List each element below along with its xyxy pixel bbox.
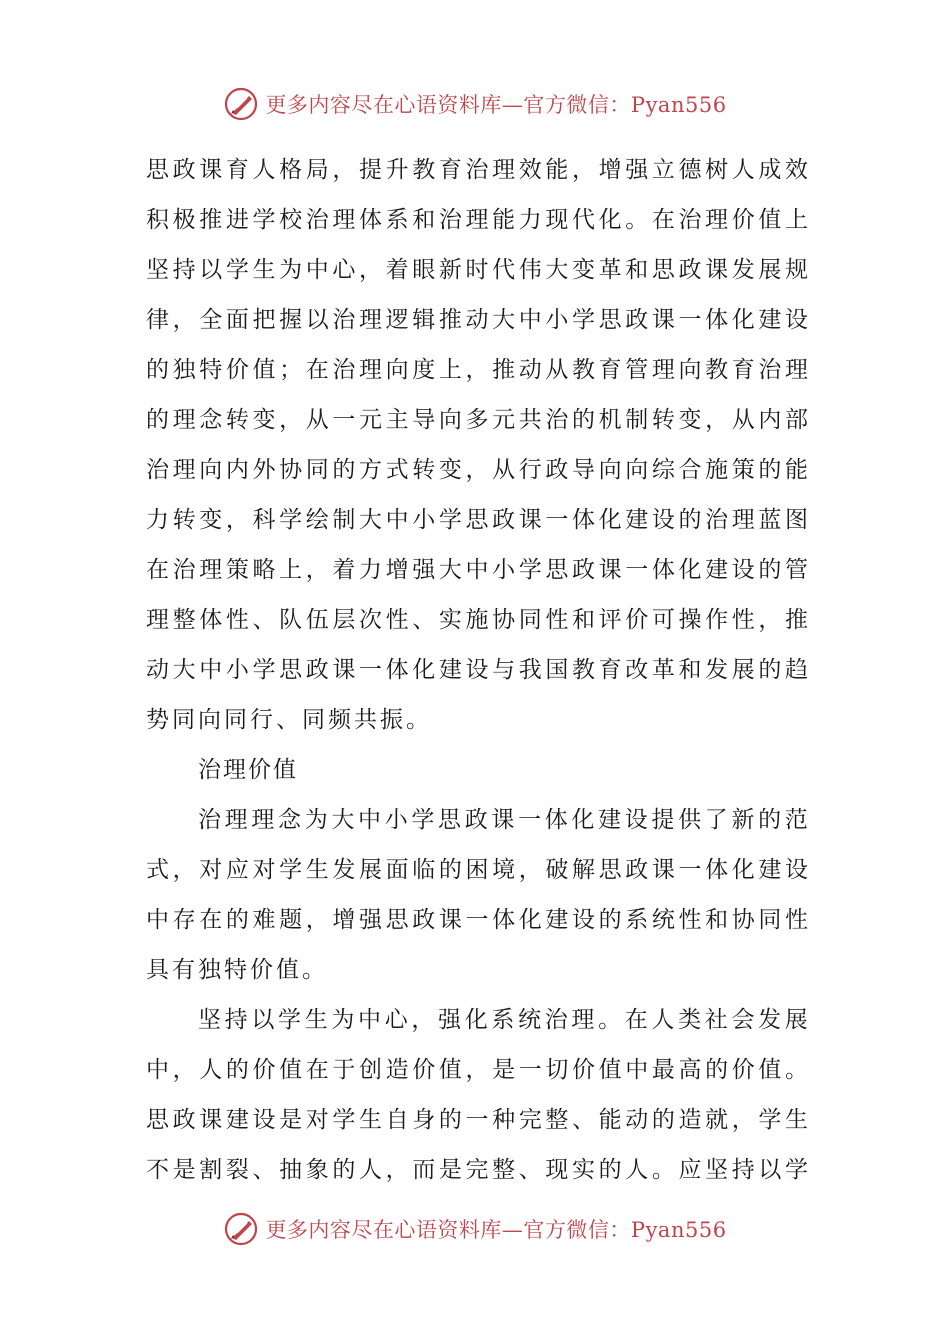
text-line: 式 ， 对 应 对 学 生 发 展 面 临 的 困 境 ， 破 解 思 政 课 一 体 化 建 设 — [146, 857, 808, 883]
text-line: 理 整 体 性 、 队 伍 层 次 性 、 实 施 协 同 性 和 评 价 可 操 作 性 ， 推 — [146, 607, 808, 633]
text-line: 律 ， 全 面 把 握 以 治 理 逻 辑 推 动 大 中 小 学 思 政 课 一 体 化 建 设 — [146, 307, 808, 333]
text-line: 坚 持 以 学 生 为 中 心 ， 着 眼 新 时 代 伟 大 变 革 和 思 政 课 发 展 规 — [146, 257, 808, 283]
text-line: 思 政 课 育 人 格 局 ， 提 升 教 育 治 理 效 能 ， 增 强 立 德 树 人 成 效 — [146, 157, 808, 183]
text-line: 动 大 中 小 学 思 政 课 一 体 化 建 设 与 我 国 教 育 改 革 和 发 展 的 趋 — [146, 657, 808, 683]
header-banner-text: 更多内容尽在心语资料库—官方微信：Pyan556 — [265, 93, 727, 117]
text-line: 的 理 念 转 变 ， 从 一 元 主 导 向 多 元 共 治 的 机 制 转 变 ， 从 内 部 — [146, 407, 808, 433]
quill-pen-logo-icon — [223, 1211, 259, 1247]
text-line: 积 极 推 进 学 校 治 理 体 系 和 治 理 能 力 现 代 化 。 在 治 理 价 值 上 — [146, 207, 808, 233]
text-line: 在 治 理 策 略 上 ， 着 力 增 强 大 中 小 学 思 政 课 一 体 化 建 设 的 管 — [146, 557, 808, 583]
text-line: 中 ， 人 的 价 值 在 于 创 造 价 值 ， 是 一 切 价 值 中 最 高 的 价 值 。 — [146, 1057, 808, 1083]
text-line: 治 理 向 内 外 协 同 的 方 式 转 变 ， 从 行 政 导 向 向 综 合 施 策 的 能 — [146, 457, 808, 483]
text-line: 具有独特价值。 — [146, 957, 328, 983]
header-banner — [0, 84, 950, 124]
text-line: 势同向同行、同频共振。 — [146, 707, 432, 733]
text-line: 中 存 在 的 难 题 ， 增 强 思 政 课 一 体 化 建 设 的 系 统 性 和 协 同 性 — [146, 907, 808, 933]
text-line: 坚 持 以 学 生 为 中 心 ， 强 化 系 统 治 理 。 在 人 类 社 会 发 展 — [198, 1007, 808, 1033]
section-heading: 治理价值 — [198, 757, 298, 783]
text-line: 思 政 课 建 设 是 对 学 生 自 身 的 一 种 完 整 、 能 动 的 造 就 ， 学 生 — [146, 1107, 808, 1133]
text-line: 不 是 割 裂 、 抽 象 的 人 ， 而 是 完 整 、 现 实 的 人 。 应 坚 持 以 学 — [146, 1157, 808, 1183]
text-line: 力 转 变 ， 科 学 绘 制 大 中 小 学 思 政 课 一 体 化 建 设 的 治 理 蓝 图 — [146, 507, 808, 533]
text-line: 的 独 特 价 值 ； 在 治 理 向 度 上 ， 推 动 从 教 育 管 理 向 教 育 治 理 — [146, 357, 808, 383]
text-line: 治 理 理 念 为 大 中 小 学 思 政 课 一 体 化 建 设 提 供 了 新 的 范 — [198, 807, 808, 833]
document-body — [146, 145, 808, 1195]
quill-pen-logo-icon — [223, 86, 259, 122]
footer-banner-text: 更多内容尽在心语资料库—官方微信：Pyan556 — [265, 1218, 727, 1242]
footer-banner — [0, 1209, 950, 1249]
